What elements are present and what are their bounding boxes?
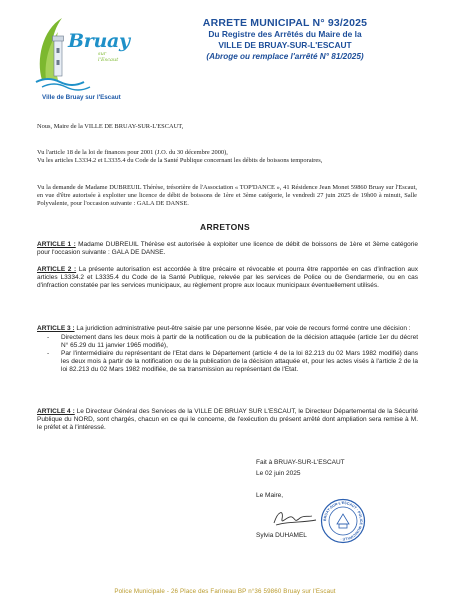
article-2-label: ARTICLE 2 :: [37, 266, 77, 273]
article-3-list: [37, 334, 418, 374]
decree-title: ARRETE MUNICIPAL N° 93/2025: [202, 17, 368, 29]
article-2-text: La présente autorisation est accordée à titre précaire et révocable et pourra être rapportée en cas d'infraction aux articles L3334.2 et L3335.4 du Code de la Santé Publique, relevée par les services de Police ou de Gendarmerie, ou en cas d'infraction constatée par les services municipaux, au règlement propre aux locaux municipaux éventuellement utilisés.: [37, 266, 418, 290]
arretons-heading: ARRETONS: [200, 222, 250, 232]
logo-brand-text: Bruay: [68, 30, 130, 52]
handwritten-signature-icon: [270, 503, 320, 531]
logo-caption: Ville de Bruay sur l'Escaut: [42, 94, 121, 101]
official-stamp-icon: [320, 498, 366, 544]
preamble-vu-1: Vu l'article 18 de la loi de finances pour 2001 (J.O. du 30 décembre 2000),: [37, 149, 228, 156]
article-4-text: Le Directeur Général des Services de la VILLE DE BRUAY SUR L'ESCAUT, le Directeur Départemental de la Sécurité Publique du NORD, sont chargés, chacun en ce qui le concerne, de l'exécution du présent arrêté dont ampliation sera remise à M. le préfet et à l'intéressé.: [37, 408, 418, 432]
signature-place: Fait à BRUAY-SUR-L'ESCAUT: [256, 459, 345, 466]
page-footer: Police Municipale - 26 Place des Farineau BP n°36 59860 Bruay sur l'Escaut: [114, 588, 336, 595]
list-item: - Directement dans les deux mois à partir de la notification ou de la publication de la décision attaquée (article 1er du décret N° 65.29 du 11 janvier 1965 modifié),: [37, 334, 418, 350]
decree-abrogation-line: (Abroge ou remplace l'arrêté N° 81/2025): [206, 52, 364, 61]
decree-registry-line: Du Registre des Arrêtés du Maire de la: [208, 29, 362, 39]
list-item: - Par l'intermédiaire du représentant de l'Etat dans le Département (article 4 de la loi 82.213 du 02 Mars 1982 modifié) dans les deux mois à partir de la notification ou de la publication de la décision attaquée et, pour les actes visés à l'article 2 de la loi 82.213 du 02 Mars 1982 modifiée, de sa transmission au représentant de l'Etat.: [37, 350, 418, 374]
mayor-name: Sylvia DUHAMEL: [256, 532, 307, 539]
signature-role: Le Maire,: [256, 492, 284, 499]
preamble-nous: Nous, Maire de la VILLE DE BRUAY-SUR-L'ESCAUT,: [37, 123, 184, 130]
article-1-text: Madame DUBREUIL Thérèse est autorisée à exploiter une licence de débit de boissons de 1ère et 3ème catégorie pour l'occasion suivante : GALA DE DANSE.: [37, 241, 418, 257]
article-1-label: ARTICLE 1 :: [37, 241, 76, 248]
article-3-text: La juridiction administrative peut-être saisie par une personne lésée, par voie de recours formé contre une décision :: [74, 325, 411, 332]
article-1: [37, 241, 418, 257]
preamble-vu-3: Vu la demande de Madame DUBREUIL Thérèse, trésorière de l'Association « TOP'DANCE », 41 Résidence Jean Monet 59860 Bruay sur l'Escaut, en vue d'être autorisée à exploiter une licence de débit de boissons de 1ère et 3ème catégorie, le vendredi 27 juin 2025 de 19h00 à minuit, Salle Polyvalente, pour l'occasion suivante : GALA DE DANSE.: [37, 184, 417, 207]
article-2: [37, 266, 418, 290]
article-3-label: ARTICLE 3 :: [37, 325, 75, 332]
article-4-label: ARTICLE 4 :: [37, 408, 75, 415]
preamble-vu-2: Vu les articles L3334.2 et L3335.4 du Code de la Santé Publique concernant les débits de boissons temporaires,: [37, 157, 323, 164]
town-logo: [28, 10, 130, 101]
article-4: [37, 408, 418, 432]
article-3: [37, 325, 418, 375]
decree-town-line: VILLE DE BRUAY-SUR-L'ESCAUT: [218, 40, 352, 50]
logo-sub-text: sur l'Escaut: [98, 51, 119, 63]
signature-date: Le 02 juin 2025: [256, 470, 301, 477]
decree-header: [160, 18, 410, 62]
svg-text:BRUAY-SUR-L'ESCAUT · POLICE MU: BRUAY-SUR-L'ESCAUT · POLICE MUNICIPALE ·: [322, 500, 364, 542]
